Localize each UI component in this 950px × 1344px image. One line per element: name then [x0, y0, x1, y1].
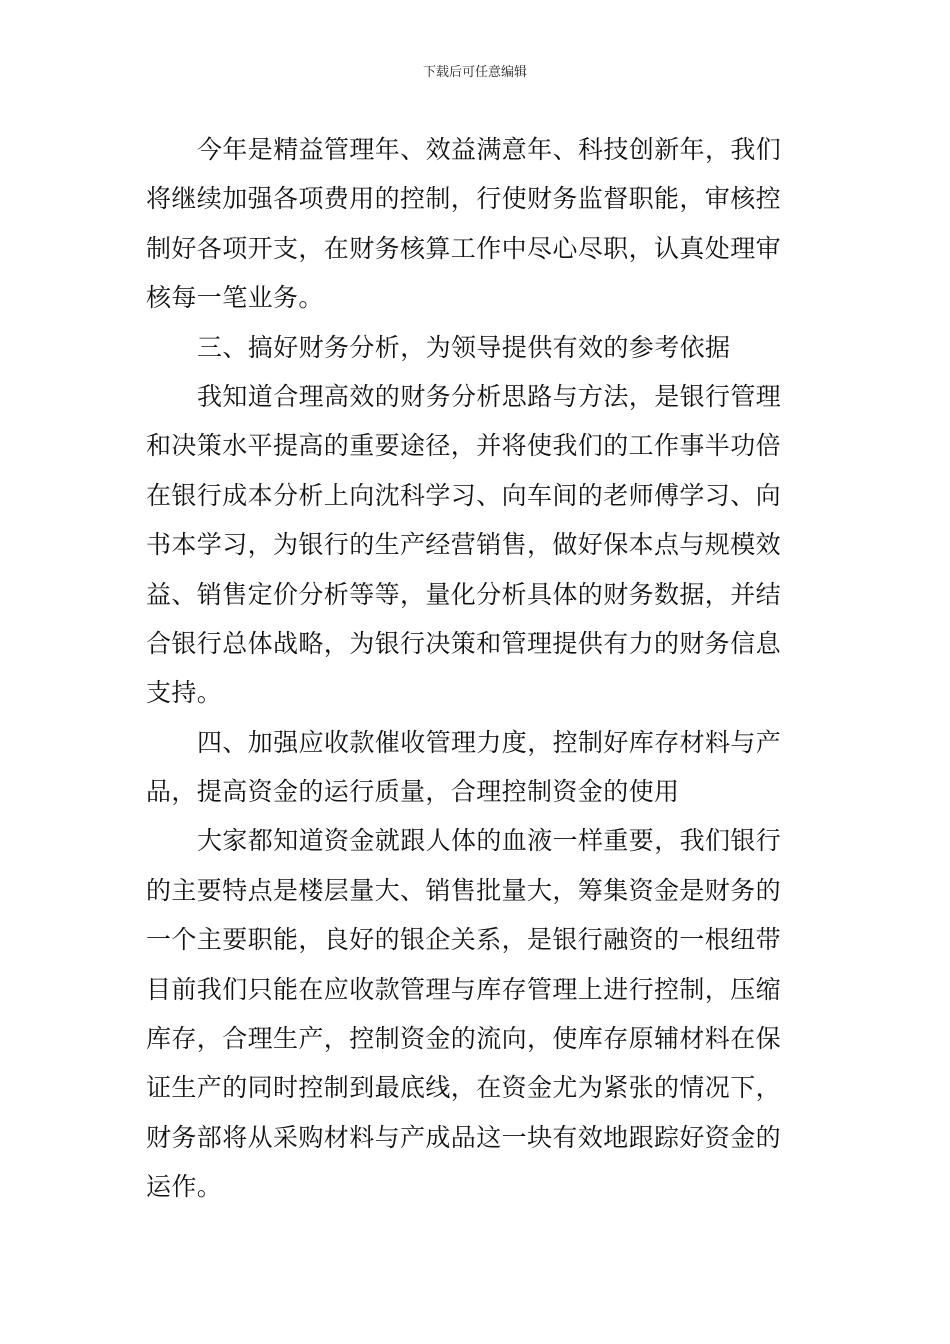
text-line: 核每一笔业务。 [146, 283, 324, 313]
text-line: 一个主要职能，良好的银企关系，是银行融资的一根纽带 [146, 925, 782, 955]
document-body [146, 125, 808, 1212]
section-heading-continued: 品，提高资金的运行质量，合理控制资金的使用 [146, 777, 680, 807]
text-line: 目前我们只能在应收款管理与库存管理上进行控制，压缩 [146, 974, 782, 1004]
section-heading: 四、加强应收款催收管理力度，控制好库存材料与产 [197, 727, 782, 757]
page-header: 下载后可任意编辑 [422, 65, 527, 80]
text-line: 将继续加强各项费用的控制，行使财务监督职能，审核控 [146, 184, 782, 214]
text-line: 和决策水平提高的重要途径，并将使我们的工作事半功倍 [146, 431, 782, 461]
text-line: 库存，合理生产，控制资金的流向，使库存原辅材料在保 [146, 1024, 782, 1054]
text-line: 支持。 [146, 678, 223, 708]
section-heading: 三、搞好财务分析，为领导提供有效的参考依据 [197, 332, 731, 362]
text-line: 益、销售定价分析等等，量化分析具体的财务数据，并结 [146, 579, 782, 609]
text-line: 的主要特点是楼层量大、销售批量大，筹集资金是财务的 [146, 875, 782, 905]
text-line: 今年是精益管理年、效益满意年、科技创新年，我们 [197, 135, 782, 164]
text-line: 在银行成本分析上向沈科学习、向车间的老师傅学习、向 [146, 480, 782, 510]
text-line: 运作。 [146, 1172, 223, 1202]
text-line: 制好各项开支，在财务核算工作中尽心尽职，认真处理审 [146, 233, 782, 263]
text-line: 大家都知道资金就跟人体的血液一样重要，我们银行 [197, 826, 782, 856]
text-line: 证生产的同时控制到最底线，在资金尤为紧张的情况下， [146, 1073, 782, 1103]
text-line: 我知道合理高效的财务分析思路与方法，是银行管理 [197, 381, 782, 411]
text-line: 书本学习，为银行的生产经营销售，做好保本点与规模效 [146, 530, 782, 560]
text-line: 财务部将从采购材料与产成品这一块有效地跟踪好资金的 [146, 1122, 782, 1152]
text-line: 合银行总体战略，为银行决策和管理提供有力的财务信息 [146, 628, 782, 658]
